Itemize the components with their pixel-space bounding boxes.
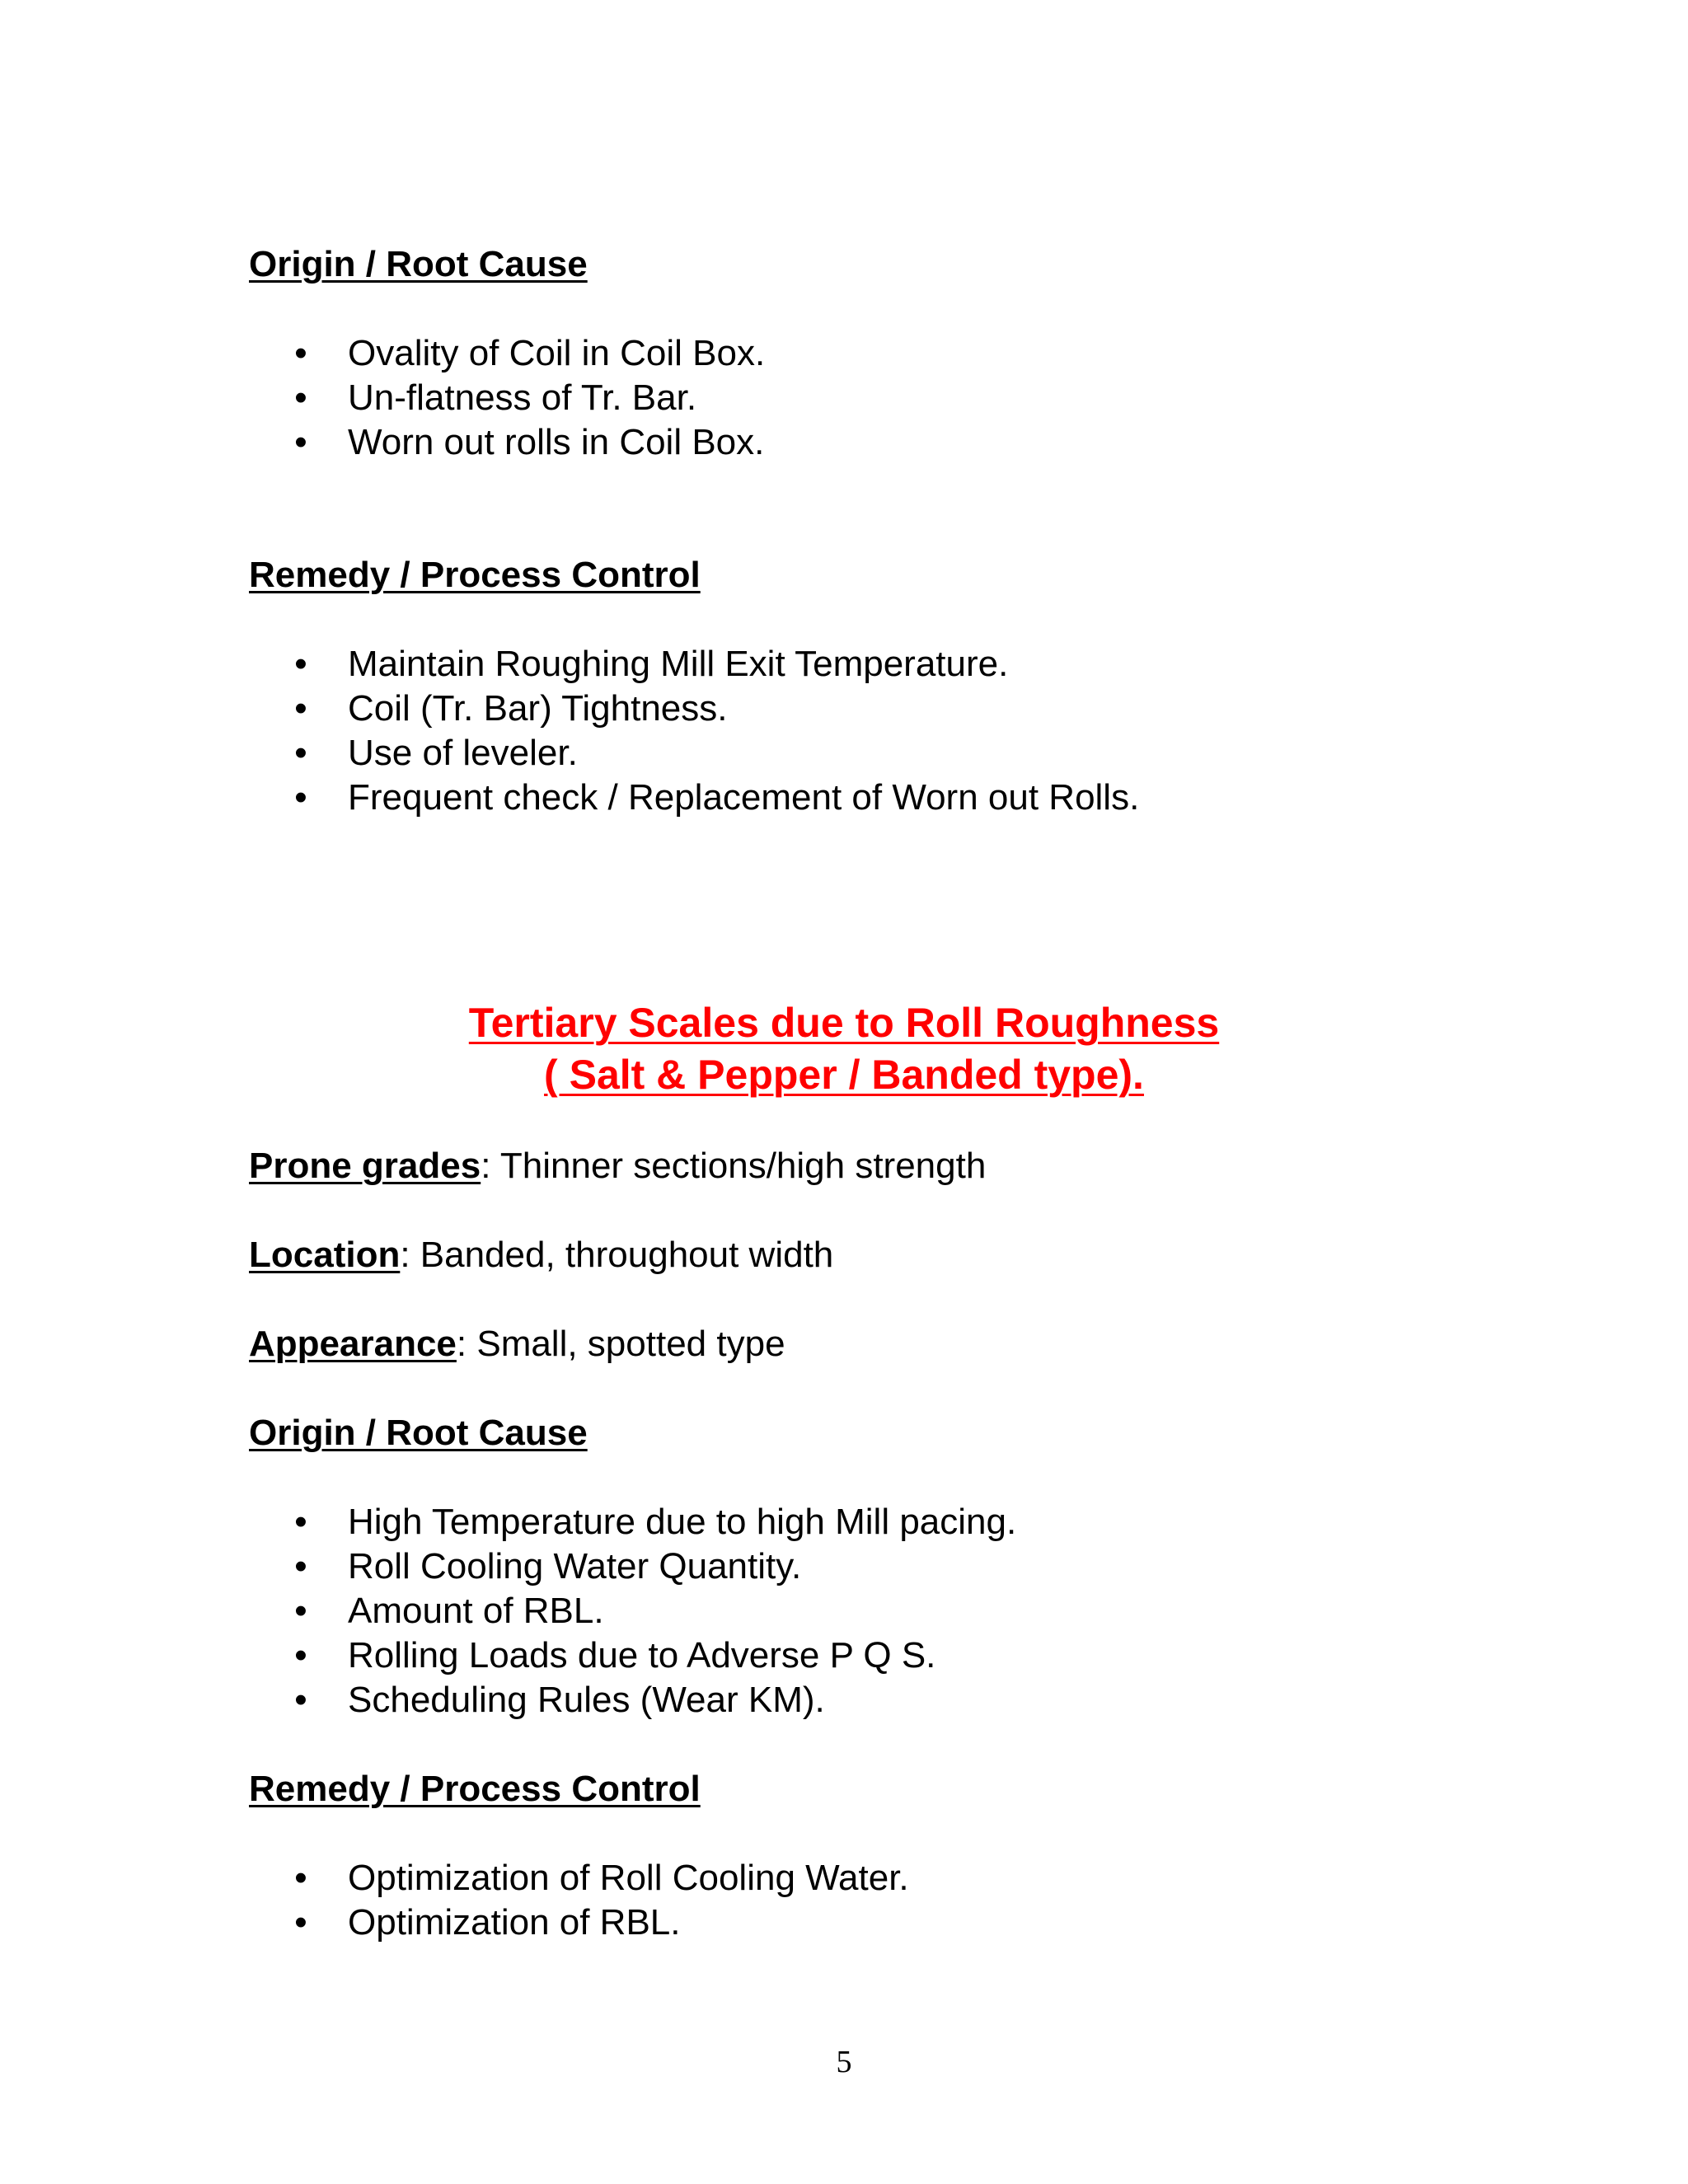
bullet-icon: •: [294, 377, 307, 418]
origin-list-1: [288, 331, 765, 465]
appearance-value: : Small, spotted type: [456, 1324, 785, 1364]
bullet-icon: •: [294, 688, 307, 729]
origin-list-2: [288, 1500, 1016, 1722]
remedy-list-2: [288, 1856, 909, 1945]
list-item: • High Temperature due to high Mill pacing.: [288, 1500, 1016, 1544]
list-item: • Ovality of Coil in Coil Box.: [288, 331, 765, 376]
list-item: • Un-flatness of Tr. Bar.: [288, 376, 765, 420]
bullet-icon: •: [294, 644, 307, 684]
remedy-list-1: [288, 642, 1139, 820]
list-item: • Worn out rolls in Coil Box.: [288, 420, 765, 465]
remedy-heading-1: Remedy / Process Control: [249, 555, 701, 595]
list-item: • Maintain Roughing Mill Exit Temperature.: [288, 642, 1139, 687]
prone-grades-value: : Thinner sections/high strength: [481, 1146, 987, 1186]
list-item: • Use of leveler.: [288, 731, 1139, 776]
list-item: • Amount of RBL.: [288, 1589, 1016, 1633]
section-title-line-1: Tertiary Scales due to Roll Roughness: [468, 1000, 1220, 1046]
remedy-heading-2: Remedy / Process Control: [249, 1769, 701, 1809]
prone-grades-label: Prone grades: [249, 1146, 481, 1186]
list-item: • Roll Cooling Water Quantity.: [288, 1544, 1016, 1589]
origin-heading-2: Origin / Root Cause: [249, 1413, 588, 1453]
bullet-icon: •: [294, 777, 307, 818]
bullet-icon: •: [294, 422, 307, 462]
list-item: • Optimization of RBL.: [288, 1900, 909, 1945]
origin-heading-1: Origin / Root Cause: [249, 244, 588, 284]
bullet-icon: •: [294, 1635, 307, 1675]
bullet-icon: •: [294, 733, 307, 773]
appearance-label: Appearance: [249, 1324, 457, 1364]
location-value: : Banded, throughout width: [400, 1235, 834, 1275]
bullet-icon: •: [294, 1902, 307, 1943]
bullet-icon: •: [294, 1858, 307, 1898]
location-field: [249, 1235, 833, 1276]
list-item: • Frequent check / Replacement of Worn out Rolls.: [288, 776, 1139, 820]
prone-grades-field: [249, 1146, 986, 1187]
page-number: 5: [836, 2045, 852, 2079]
appearance-field: [249, 1324, 785, 1365]
section-title-line-2: ( Salt & Pepper / Banded type).: [544, 1052, 1144, 1098]
list-item: • Coil (Tr. Bar) Tightness.: [288, 687, 1139, 731]
bullet-icon: •: [294, 333, 307, 373]
list-item: • Optimization of Roll Cooling Water.: [288, 1856, 909, 1900]
bullet-icon: •: [294, 1546, 307, 1586]
list-item: • Scheduling Rules (Wear KM).: [288, 1678, 1016, 1722]
location-label: Location: [249, 1235, 401, 1275]
list-item: • Rolling Loads due to Adverse P Q S.: [288, 1633, 1016, 1678]
bullet-icon: •: [294, 1680, 307, 1720]
bullet-icon: •: [294, 1591, 307, 1631]
bullet-icon: •: [294, 1502, 307, 1542]
